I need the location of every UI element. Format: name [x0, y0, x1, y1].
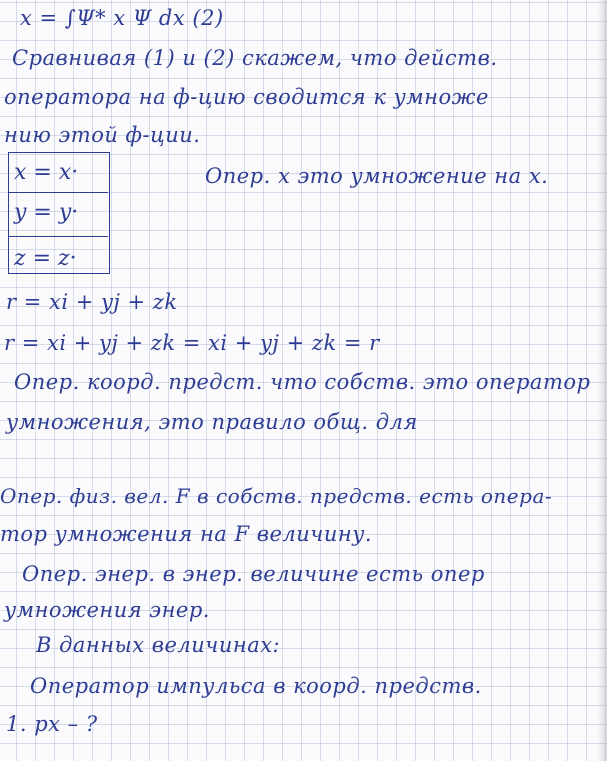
text-line-12: Опер. энер. в энер. величине есть опер [22, 562, 485, 586]
operator-box-row-z: z = z· [14, 246, 77, 271]
formula-line-6: r = xi + yj + zk [6, 290, 178, 314]
operator-box-row-y: y = y· [14, 200, 79, 225]
formula-line-7: r = xi + yj + zk = xi + yj + zk = r [4, 331, 380, 355]
page-edge-shadow [597, 0, 607, 761]
text-line-10: Опер. физ. вел. F в собств. предств. есть опера- [0, 484, 553, 508]
text-line-2: Сравнивая (1) и (2) скажем, что действ. [12, 46, 498, 70]
text-line-13: умножения энер. [4, 598, 210, 622]
text-line-9: умножения, это правило общ. для [6, 410, 418, 434]
operator-box-divider-1 [8, 192, 108, 193]
operator-box-row-x: x = x· [14, 160, 79, 185]
text-line-11: тор умножения на F величину. [0, 522, 373, 546]
text-line-4: нию этой ф-ции. [4, 123, 201, 147]
text-line-8: Опер. коорд. предст. что собств. это оператор [14, 370, 591, 394]
text-line-15: Оператор импульса в коорд. предств. [30, 674, 482, 698]
formula-line-1: x = ∫Ψ* x Ψ dx (2) [20, 6, 224, 30]
text-line-16: 1. px – ? [6, 712, 98, 736]
text-line-3: оператора на ф-цию сводится к умноже [4, 85, 489, 109]
text-line-5: Опер. x это умножение на x. [205, 164, 549, 188]
text-line-14: В данных величинах: [36, 633, 281, 657]
operator-box-divider-2 [8, 236, 108, 237]
